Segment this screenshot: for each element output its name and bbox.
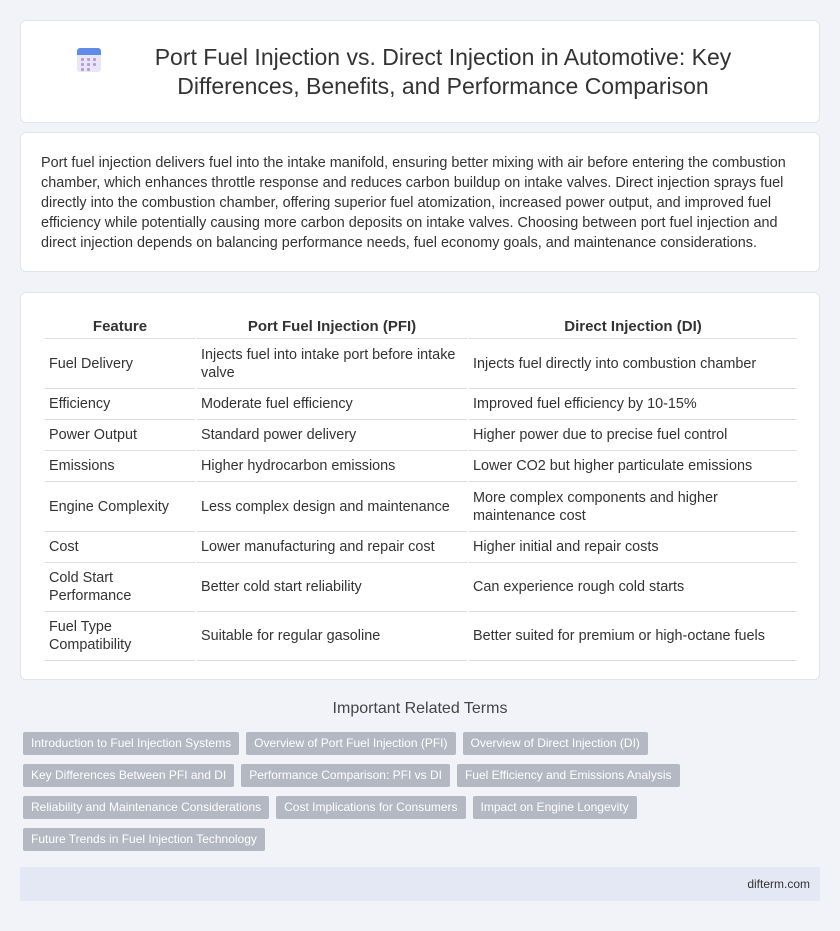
intro-card (20, 132, 820, 272)
tag-row (23, 764, 823, 787)
table-cell: Higher power due to precise fuel control (469, 420, 797, 451)
table-cell: Injects fuel into intake port before intake valve (197, 339, 467, 389)
related-term-link[interactable]: Impact on Engine Longevity (473, 796, 637, 819)
table-cell: Standard power delivery (197, 420, 467, 451)
table-cell: Higher hydrocarbon emissions (197, 451, 467, 482)
related-term-link[interactable]: Reliability and Maintenance Considerations (23, 796, 269, 819)
related-terms-tags (23, 732, 823, 860)
footer-site-name[interactable]: difterm.com (747, 877, 810, 891)
page-title: Port Fuel Injection vs. Direct Injection in Automotive: Key Differences, Benefits, and Performance Comparison (154, 43, 732, 99)
table-cell: Improved fuel efficiency by 10-15% (469, 389, 797, 420)
related-term-link[interactable]: Introduction to Fuel Injection Systems (23, 732, 239, 755)
table-cell: Less complex design and maintenance (197, 482, 467, 532)
table-cell: Can experience rough cold starts (469, 563, 797, 612)
related-term-link[interactable]: Fuel Efficiency and Emissions Analysis (457, 764, 680, 787)
table-row (45, 612, 797, 661)
comparison-card (20, 292, 820, 680)
table-cell: Higher initial and repair costs (469, 532, 797, 563)
footer (20, 867, 820, 901)
related-term-link[interactable]: Overview of Direct Injection (DI) (463, 732, 648, 755)
related-term-link[interactable]: Key Differences Between PFI and DI (23, 764, 234, 787)
table-row (45, 389, 797, 420)
header-pfi: Port Fuel Injection (PFI) (197, 315, 467, 339)
table-cell: Better suited for premium or high-octane fuels (469, 612, 797, 661)
intro-paragraph: Port fuel injection delivers fuel into the intake manifold, ensuring better mixing with air before entering the combustion chamber, which enhances throttle response and reduces carbon buildup on intake valves. Direct injection sprays fuel directly into the combustion chamber, offering superior fuel atomization, increased power output, and improved fuel efficiency while potentially causing more carbon deposits on intake valves. Choosing between port fuel injection and direct injection depends on balancing performance needs, fuel economy goals, and maintenance considerations. (41, 155, 786, 251)
table-cell: More complex components and higher maintenance cost (469, 482, 797, 532)
related-term-link[interactable]: Performance Comparison: PFI vs DI (241, 764, 450, 787)
table-cell: Cost (45, 532, 195, 563)
table-row (45, 420, 797, 451)
table-row (45, 532, 797, 563)
tag-row (23, 732, 823, 755)
header-feature: Feature (45, 315, 195, 339)
table-cell: Cold Start Performance (45, 563, 195, 612)
table-cell: Fuel Delivery (45, 339, 195, 389)
table-cell: Injects fuel directly into combustion chamber (469, 339, 797, 389)
table-cell: Better cold start reliability (197, 563, 467, 612)
table-cell: Efficiency (45, 389, 195, 420)
table-cell: Emissions (45, 451, 195, 482)
table-row (45, 482, 797, 532)
calendar-icon (77, 48, 101, 74)
table-cell: Lower manufacturing and repair cost (197, 532, 467, 563)
related-terms-title: Important Related Terms (332, 700, 508, 717)
title-wrap (77, 43, 763, 101)
table-row (45, 451, 797, 482)
table-cell: Fuel Type Compatibility (45, 612, 195, 661)
table-header-row (45, 315, 797, 339)
related-term-link[interactable]: Cost Implications for Consumers (276, 796, 465, 819)
table-cell: Lower CO2 but higher particulate emissions (469, 451, 797, 482)
related-term-link[interactable]: Future Trends in Fuel Injection Technology (23, 828, 265, 851)
table-cell: Suitable for regular gasoline (197, 612, 467, 661)
tag-row (23, 796, 823, 819)
tag-row (23, 828, 823, 851)
table-cell: Engine Complexity (45, 482, 195, 532)
table-row (45, 339, 797, 389)
table-cell: Moderate fuel efficiency (197, 389, 467, 420)
table-cell: Power Output (45, 420, 195, 451)
comparison-table (43, 315, 799, 661)
title-card (20, 20, 820, 123)
related-term-link[interactable]: Overview of Port Fuel Injection (PFI) (246, 732, 455, 755)
table-row (45, 563, 797, 612)
header-di: Direct Injection (DI) (469, 315, 797, 339)
